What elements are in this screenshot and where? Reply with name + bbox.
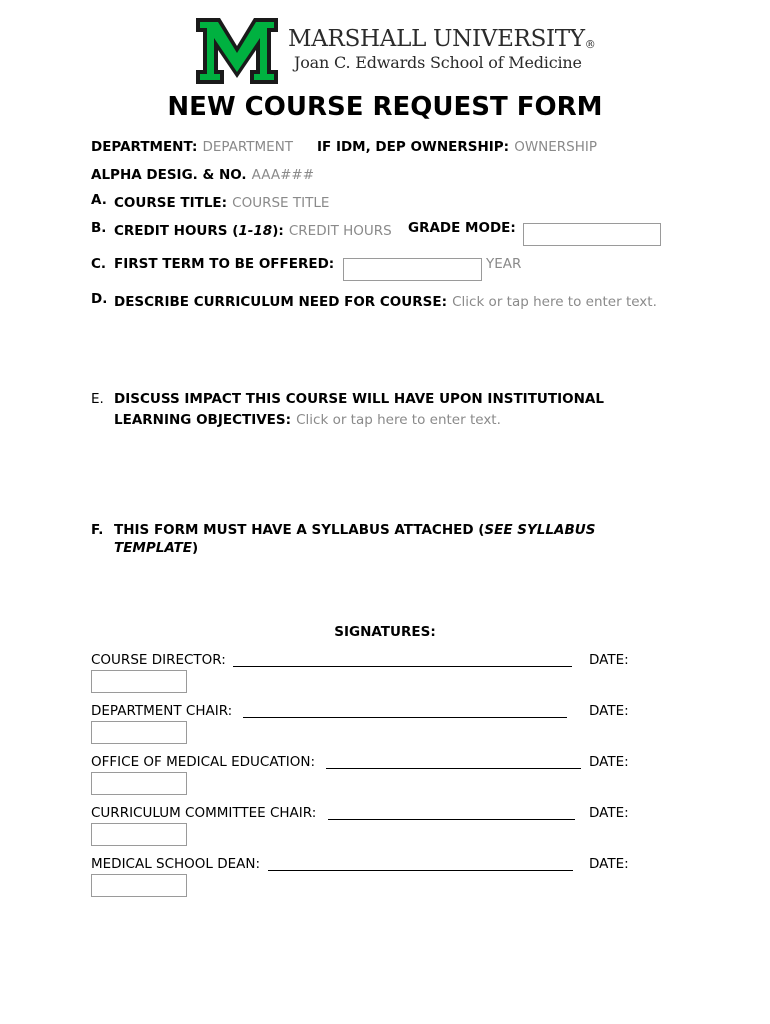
grade-mode-dropdown[interactable] — [523, 223, 661, 246]
sig-curriculum-chair-date-label: DATE: — [589, 805, 629, 821]
year-field[interactable]: YEAR — [486, 256, 522, 272]
marshall-m-logo — [194, 16, 280, 86]
sig-curriculum-chair-label: CURRICULUM COMMITTEE CHAIR: — [91, 805, 317, 821]
sig-department-chair-label: DEPARTMENT CHAIR: — [91, 703, 233, 719]
sig-department-chair-date-label: DATE: — [589, 703, 629, 719]
sig-office-med-ed-line[interactable] — [326, 768, 581, 769]
item-b-letter: B. — [91, 220, 107, 236]
sig-dean-date-field[interactable] — [91, 874, 187, 897]
registered-mark: ® — [584, 38, 596, 51]
credit-hours-field[interactable]: CREDIT HOURS — [288, 223, 392, 239]
item-c-letter: C. — [91, 256, 107, 272]
syllabus-line2: TEMPLATE) — [114, 540, 199, 556]
curriculum-field[interactable]: Click or tap here to enter text. — [452, 294, 657, 310]
sig-course-director-line[interactable] — [233, 666, 572, 667]
sig-course-director-date-label: DATE: — [589, 652, 629, 668]
item-d-letter: D. — [91, 291, 108, 307]
sig-curriculum-chair-line[interactable] — [328, 819, 575, 820]
ownership-field[interactable]: OWNERSHIP — [514, 139, 598, 155]
sig-department-chair-line[interactable] — [243, 717, 567, 718]
school-name: Joan C. Edwards School of Medicine — [294, 53, 582, 72]
ownership-label: IF IDM, DEP OWNERSHIP: — [317, 139, 510, 155]
form-title: NEW COURSE REQUEST FORM — [167, 92, 603, 122]
first-term-label: FIRST TERM TO BE OFFERED: — [114, 256, 335, 272]
alpha-row — [91, 164, 314, 183]
impact-field[interactable]: Click or tap here to enter text. — [296, 412, 501, 428]
impact-row — [114, 409, 501, 428]
grade-mode-label: GRADE MODE: — [408, 220, 516, 236]
sig-office-med-ed-date-field[interactable] — [91, 772, 187, 795]
sig-dean-label: MEDICAL SCHOOL DEAN: — [91, 856, 261, 872]
syllabus-line1: THIS FORM MUST HAVE A SYLLABUS ATTACHED (SEE SYLLABUS — [114, 522, 596, 538]
university-name: MARSHALL UNIVERSITY® — [288, 26, 596, 52]
sig-department-chair-date-field[interactable] — [91, 721, 187, 744]
course-title-row — [114, 192, 329, 211]
first-term-dropdown[interactable] — [343, 258, 482, 281]
item-a-letter: A. — [91, 192, 107, 208]
sig-office-med-ed-date-label: DATE: — [589, 754, 629, 770]
item-f-letter: F. — [91, 522, 104, 538]
credit-hours-row — [114, 220, 392, 239]
department-label: DEPARTMENT: — [91, 139, 198, 155]
alpha-field[interactable]: AAA### — [251, 167, 315, 183]
ownership-row — [317, 136, 597, 155]
course-title-label: COURSE TITLE: — [114, 195, 228, 211]
sig-curriculum-chair-date-field[interactable] — [91, 823, 187, 846]
credit-hours-label: CREDIT HOURS (1-18): — [114, 223, 284, 239]
sig-course-director-date-field[interactable] — [91, 670, 187, 693]
department-field[interactable]: DEPARTMENT — [202, 139, 294, 155]
curriculum-row — [114, 291, 657, 310]
impact-label-line1: DISCUSS IMPACT THIS COURSE WILL HAVE UPON INSTITUTIONAL — [114, 391, 604, 407]
signatures-heading: SIGNATURES: — [334, 624, 436, 640]
course-title-field[interactable]: COURSE TITLE — [232, 195, 330, 211]
department-row — [91, 136, 293, 155]
item-e-letter: E. — [91, 391, 104, 407]
sig-dean-line[interactable] — [268, 870, 573, 871]
sig-office-med-ed-label: OFFICE OF MEDICAL EDUCATION: — [91, 754, 316, 770]
alpha-label: ALPHA DESIG. & NO. — [91, 167, 247, 183]
sig-dean-date-label: DATE: — [589, 856, 629, 872]
sig-course-director-label: COURSE DIRECTOR: — [91, 652, 226, 668]
curriculum-label: DESCRIBE CURRICULUM NEED FOR COURSE: — [114, 294, 447, 310]
impact-label-line2: LEARNING OBJECTIVES: — [114, 412, 292, 428]
